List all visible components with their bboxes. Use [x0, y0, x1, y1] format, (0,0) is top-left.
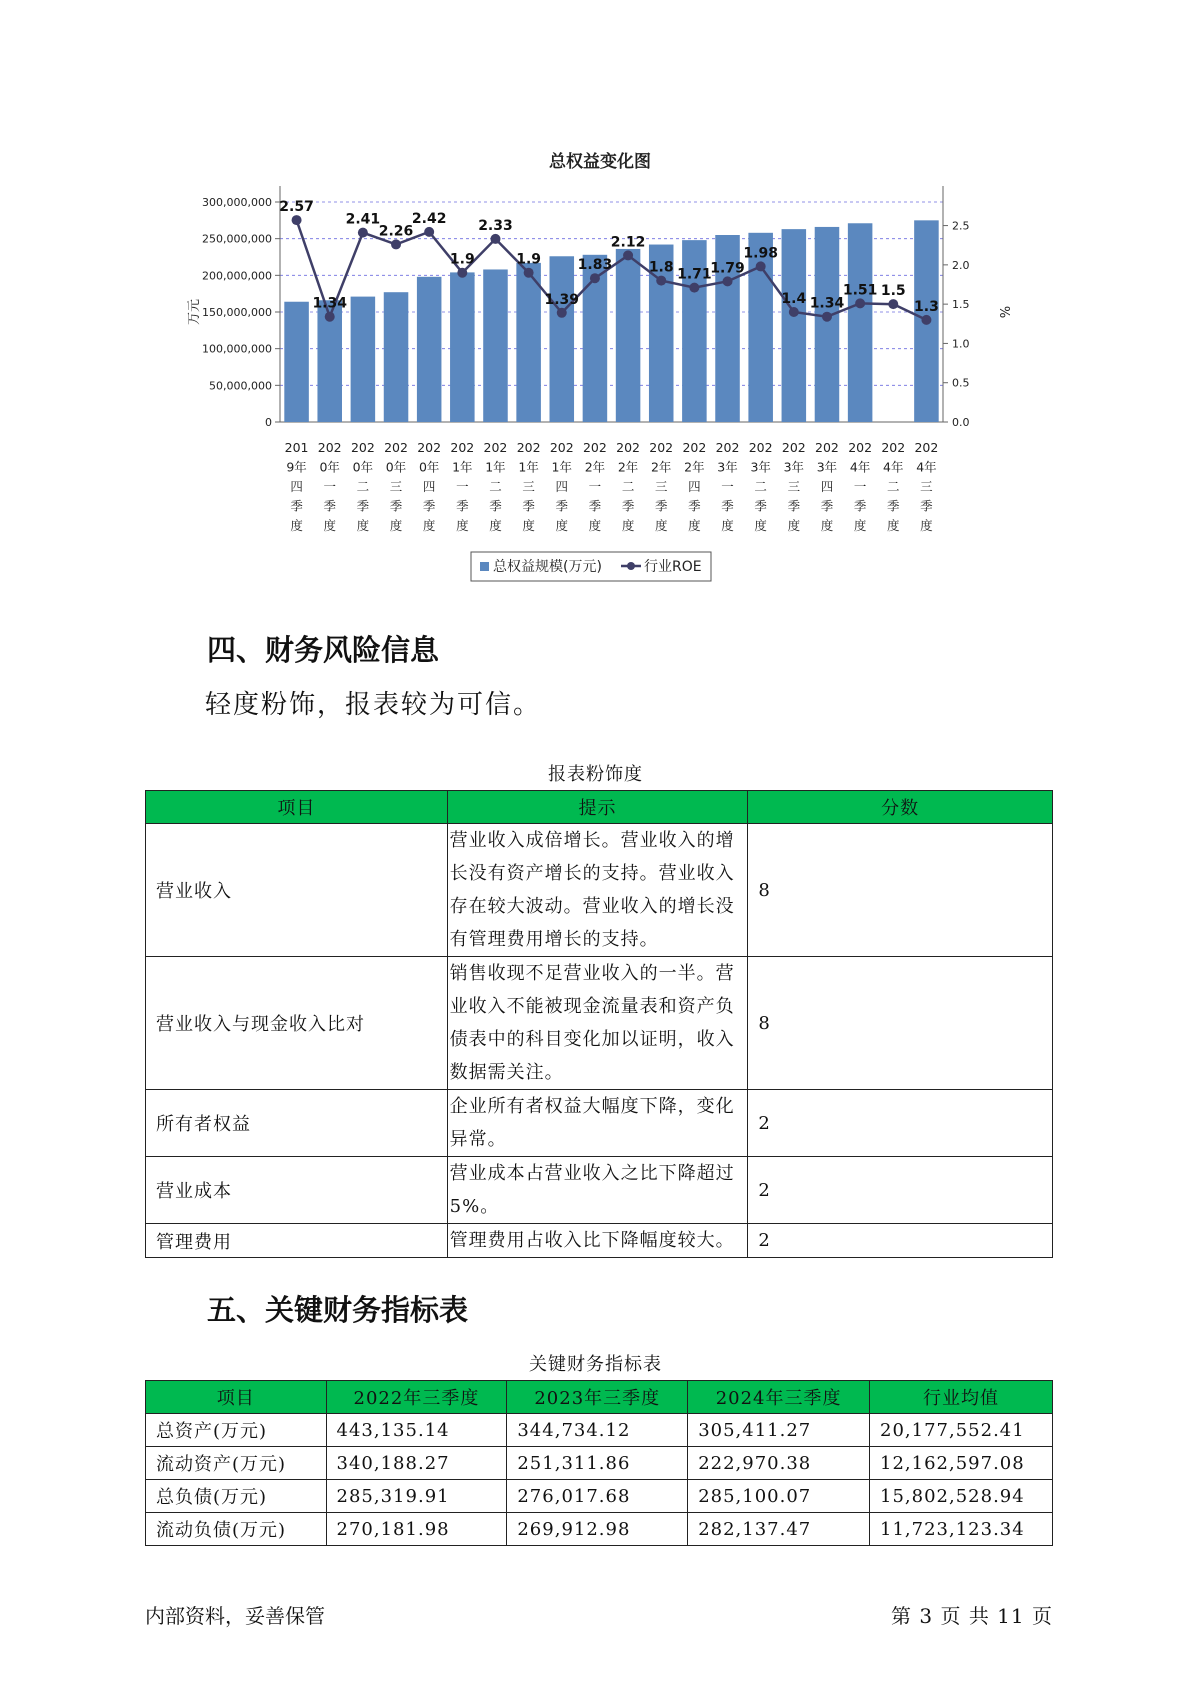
kpi-cell: 340,188.27: [326, 1447, 507, 1480]
right-axis-label: %: [996, 305, 1011, 319]
equity-bar: [616, 249, 641, 422]
roe-data-label: 1.71: [677, 266, 712, 283]
kpi-table: [145, 1380, 1053, 1546]
kpi-cell: 285,319.91: [326, 1480, 507, 1513]
right-tick-label: 1.5: [952, 298, 970, 312]
x-tick-label: 202 1年一季度: [450, 440, 475, 533]
roe-data-label: 1.34: [312, 295, 347, 312]
x-tick-label: 202 2年四季度: [682, 440, 707, 533]
equity-chart: [180, 140, 1030, 595]
roe-point: [921, 315, 931, 325]
kpi-cell: 15,802,528.94: [870, 1480, 1053, 1513]
kpi-cell: 305,411.27: [688, 1414, 870, 1447]
kpi-cell: 443,135.14: [326, 1414, 507, 1447]
left-tick-label: 0: [265, 416, 272, 429]
risk-table-row: [146, 824, 1053, 957]
footer-confidential: 内部资料，妥善保管: [145, 1604, 325, 1628]
equity-bar: [516, 263, 541, 422]
section4-heading: 四、财务风险信息: [207, 633, 440, 667]
risk-item-cell: 营业收入与现金收入比对: [146, 957, 448, 1090]
risk-table-caption: 报表粉饰度: [548, 764, 643, 785]
risk-tip-cell: 营业成本占营业收入之比下降超过5%。: [447, 1157, 748, 1224]
kpi-cell: 流动资产(万元): [146, 1447, 327, 1480]
kpi-cell: 270,181.98: [326, 1513, 507, 1546]
risk-score-cell: 8: [748, 957, 1053, 1090]
risk-item-cell: 管理费用: [146, 1224, 448, 1258]
risk-tip-cell: 企业所有者权益大幅度下降，变化异常。: [447, 1090, 748, 1157]
x-tick-label: 202 3年四季度: [815, 440, 839, 533]
risk-table-row: [146, 1090, 1053, 1157]
right-tick-label: 2.0: [952, 258, 970, 272]
risk-table: [145, 790, 1053, 1258]
risk-item-cell: 所有者权益: [146, 1090, 448, 1157]
risk-score-cell: 2: [748, 1090, 1053, 1157]
roe-point: [358, 228, 368, 238]
roe-data-label: 1.34: [809, 295, 845, 312]
risk-table-row: [146, 1157, 1053, 1224]
kpi-cell: 11,723,123.34: [870, 1513, 1053, 1546]
roe-point: [623, 250, 633, 260]
kpi-table-row: [146, 1447, 1053, 1480]
x-tick-label: 202 4年三季度: [914, 440, 939, 533]
kpi-cell: 285,100.07: [688, 1480, 870, 1513]
roe-data-label: 2.57: [279, 199, 314, 216]
roe-point: [590, 273, 600, 283]
x-tick-label: 202 1年三季度: [516, 440, 541, 533]
roe-data-label: 1.9: [449, 251, 475, 268]
equity-bar: [782, 229, 807, 422]
equity-bar: [483, 269, 508, 422]
kpi-cell: 251,311.86: [507, 1447, 688, 1480]
roe-point: [723, 276, 733, 286]
roe-point: [457, 268, 467, 278]
roe-data-label: 1.3: [914, 298, 939, 315]
roe-data-label: 2.42: [411, 210, 447, 227]
legend-bar-label: 总权益规模(万元): [493, 559, 602, 575]
header-tip: 提示: [447, 791, 748, 824]
x-tick-label: 202 4年一季度: [848, 440, 873, 533]
roe-point: [292, 215, 302, 225]
equity-bar: [417, 277, 442, 422]
right-tick-label: 0.0: [952, 416, 970, 429]
equity-bar: [351, 297, 376, 422]
x-tick-label: 202 0年一季度: [317, 440, 342, 533]
x-tick-label: 202 3年三季度: [781, 440, 806, 533]
header-score: 分数: [748, 791, 1053, 824]
kpi-table-row: [146, 1480, 1053, 1513]
kpi-table-caption: 关键财务指标表: [529, 1354, 662, 1375]
risk-score-cell: 2: [748, 1224, 1053, 1258]
risk-summary: 轻度粉饰，报表较为可信。: [205, 690, 542, 720]
kpi-table-row: [146, 1414, 1053, 1447]
kpi-cell: 12,162,597.08: [870, 1447, 1053, 1480]
kpi-cell: 269,912.98: [507, 1513, 688, 1546]
x-tick-label: 202 2年三季度: [649, 440, 674, 533]
x-tick-label: 202 0年二季度: [350, 440, 375, 533]
x-tick-label: 202 2年二季度: [616, 440, 641, 533]
kpi-header: 2023年三季度: [507, 1381, 688, 1414]
footer-page-number: 第 3 页 共 11 页: [891, 1604, 1053, 1628]
kpi-header: 2024年三季度: [688, 1381, 870, 1414]
risk-table-row: [146, 957, 1053, 1090]
roe-point: [424, 227, 434, 237]
legend-line-label: 行业ROE: [644, 559, 702, 575]
roe-point: [656, 276, 666, 286]
risk-tip-cell: 营业收入成倍增长。营业收入的增长没有资产增长的支持。营业收入存在较大波动。营业收入的增长没有管理费用增长的支持。: [447, 824, 748, 957]
left-axis-label: 万元: [187, 298, 202, 326]
left-tick-label: 50,000,000: [209, 379, 272, 393]
left-tick-label: 150,000,000: [202, 306, 272, 319]
left-tick-label: 300,000,000: [202, 196, 272, 209]
roe-point: [524, 268, 534, 278]
kpi-cell: 流动负债(万元): [146, 1513, 327, 1546]
kpi-header: 项目: [146, 1381, 327, 1414]
roe-data-label: 1.4: [781, 291, 807, 307]
x-tick-label: 202 0年四季度: [417, 440, 442, 533]
x-tick-label: 202 3年二季度: [748, 440, 773, 533]
kpi-header: 行业均值: [870, 1381, 1053, 1414]
roe-data-label: 1.98: [743, 245, 778, 262]
kpi-table-header: [146, 1381, 1053, 1414]
x-tick-label: 202 2年一季度: [582, 440, 607, 533]
kpi-cell: 276,017.68: [507, 1480, 688, 1513]
kpi-cell: 282,137.47: [688, 1513, 870, 1546]
roe-data-label: 1.5: [880, 283, 906, 300]
x-tick-label: 202 0年三季度: [384, 440, 408, 533]
risk-score-cell: 8: [748, 824, 1053, 957]
roe-data-label: 1.51: [842, 282, 878, 299]
x-tick-label: 202 1年四季度: [549, 440, 574, 533]
right-tick-label: 2.5: [952, 219, 970, 233]
roe-point: [822, 312, 832, 322]
risk-score-cell: 2: [748, 1157, 1053, 1224]
roe-data-label: 1.39: [544, 291, 580, 308]
roe-point: [325, 312, 335, 322]
roe-point: [756, 261, 766, 271]
risk-tip-cell: 管理费用占收入比下降幅度较大。: [447, 1224, 748, 1258]
roe-data-label: 2.41: [345, 211, 381, 228]
equity-bar: [550, 256, 575, 422]
roe-point: [888, 299, 898, 309]
equity-bar: [815, 227, 840, 422]
roe-data-label: 1.83: [577, 257, 613, 274]
roe-point: [557, 308, 567, 318]
chart-title: 总权益变化图: [549, 152, 651, 172]
x-tick-label: 201 9年四季度: [284, 440, 309, 533]
roe-data-label: 1.79: [710, 260, 745, 277]
roe-point: [391, 239, 401, 249]
x-tick-label: 202 3年一季度: [715, 440, 740, 533]
x-tick-label: 202 1年二季度: [483, 440, 508, 533]
kpi-cell: 总资产(万元): [146, 1414, 327, 1447]
kpi-cell: 222,970.38: [688, 1447, 870, 1480]
equity-bar: [284, 302, 309, 422]
left-tick-label: 250,000,000: [202, 232, 272, 246]
header-item: 项目: [146, 791, 448, 824]
equity-bar: [384, 292, 409, 422]
right-tick-label: 1.0: [952, 337, 970, 351]
risk-tip-cell: 销售收现不足营业收入的一半。营业收入不能被现金流量表和资产负债表中的科目变化加以证明，收入数据需关注。: [447, 957, 748, 1090]
roe-data-label: 2.12: [610, 234, 646, 251]
right-tick-label: 0.5: [952, 376, 970, 390]
kpi-table-row: [146, 1513, 1053, 1546]
equity-bar: [848, 223, 873, 422]
roe-point: [689, 283, 699, 293]
roe-data-label: 1.8: [648, 259, 674, 276]
section5-heading: 五、关键财务指标表: [207, 1293, 469, 1327]
risk-item-cell: 营业成本: [146, 1157, 448, 1224]
kpi-cell: 344,734.12: [507, 1414, 688, 1447]
kpi-cell: 20,177,552.41: [870, 1414, 1053, 1447]
roe-data-label: 2.26: [378, 223, 414, 240]
risk-item-cell: 营业收入: [146, 824, 448, 957]
kpi-header: 2022年三季度: [326, 1381, 507, 1414]
legend-line-marker: [627, 562, 635, 570]
kpi-cell: 总负债(万元): [146, 1480, 327, 1513]
risk-table-row: [146, 1224, 1053, 1258]
roe-data-label: 2.33: [478, 217, 513, 234]
x-tick-label: 202 4年二季度: [881, 440, 906, 533]
left-tick-label: 100,000,000: [202, 342, 272, 356]
legend-bar-swatch: [480, 562, 489, 571]
left-tick-label: 200,000,000: [202, 269, 272, 283]
roe-data-label: 1.9: [516, 251, 542, 268]
roe-point: [789, 307, 799, 317]
roe-point: [855, 298, 865, 308]
risk-table-header: [146, 791, 1053, 824]
roe-point: [490, 234, 500, 244]
equity-bar: [450, 272, 475, 422]
